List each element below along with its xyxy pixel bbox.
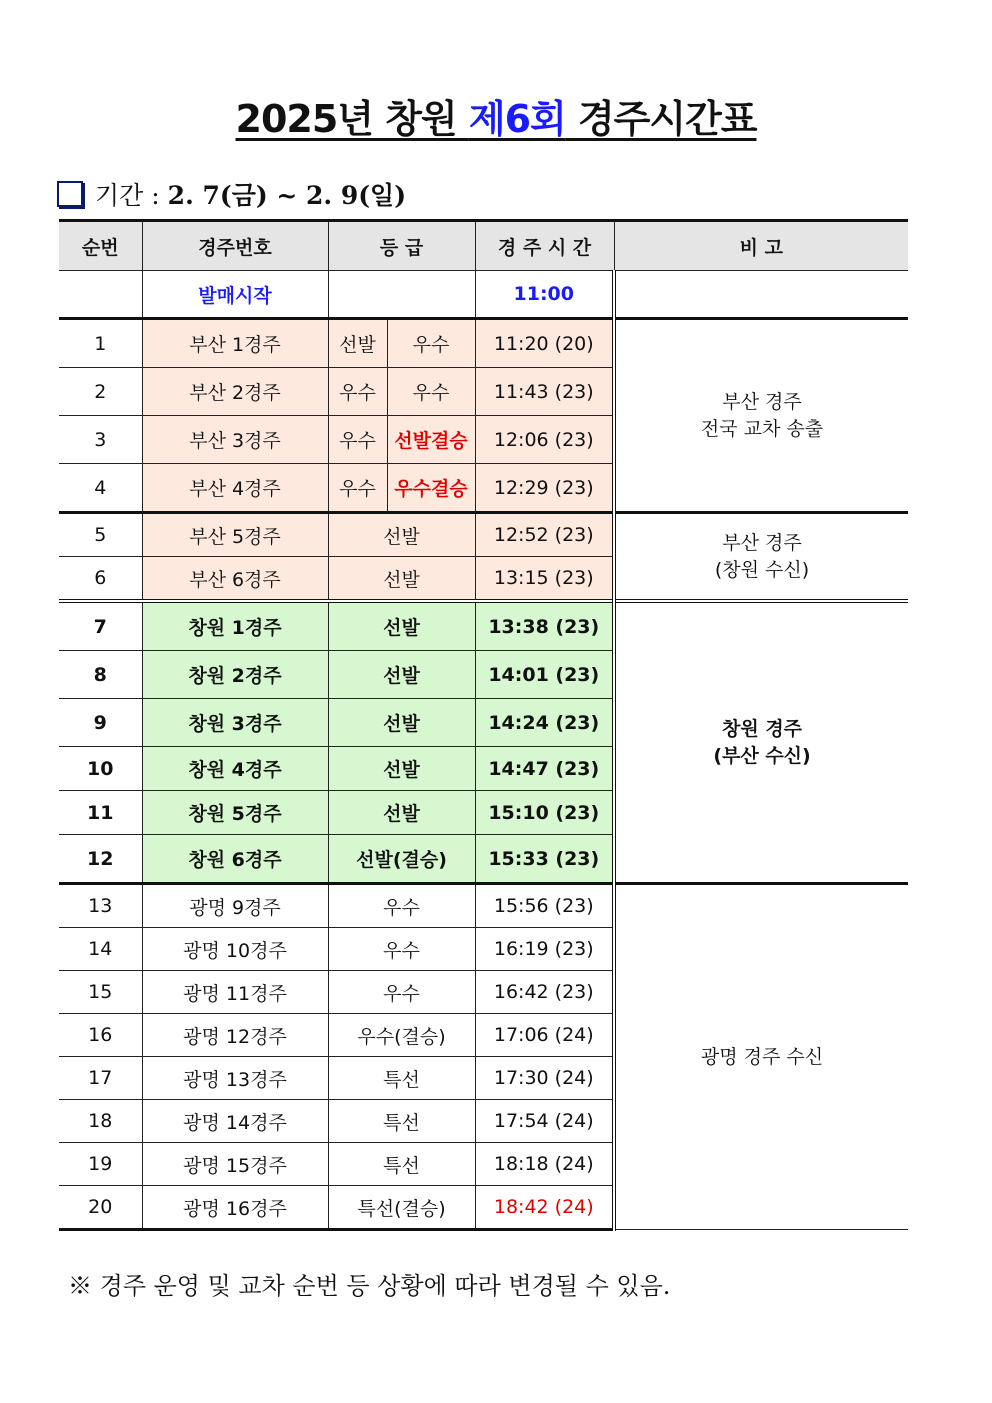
note-busan-receive: 부산 경주 (창원 수신): [614, 513, 908, 602]
sale-label: 발매시작: [142, 271, 328, 319]
table-row: 8 창원 2경주 선발 14:01 (23): [59, 651, 908, 699]
table-row: 15 광명 11경주 우수 16:42 (23): [59, 971, 908, 1014]
sale-start-row: [59, 271, 908, 319]
table-row: 3 부산 3경주 우수 선발결승 12:06 (23): [59, 416, 908, 464]
table-row: 12 창원 6경주 선발(결승) 15:33 (23): [59, 835, 908, 884]
header-note: 비 고: [614, 221, 908, 271]
table-row: 14 광명 10경주 우수 16:19 (23): [59, 928, 908, 971]
table-row: 19 광명 15경주 특선 18:18 (24): [59, 1143, 908, 1186]
period-line: [57, 176, 406, 212]
table-row: 1 부산 1경주 선발 우수 11:20 (20) 부산 경주 전국 교차 송출: [59, 319, 908, 368]
table-row: 7 창원 1경주 선발 13:38 (23) 창원 경주 (부산 수신): [59, 601, 908, 651]
note-changwon: 창원 경주 (부산 수신): [614, 601, 908, 884]
schedule-table: [59, 219, 908, 1231]
table-row: 18 광명 14경주 특선 17:54 (24): [59, 1100, 908, 1143]
sale-time: 11:00: [475, 271, 614, 319]
note-busan-national: 부산 경주 전국 교차 송출: [614, 319, 908, 513]
table-row: 2 부산 2경주 우수 우수 11:43 (23): [59, 368, 908, 416]
period-label: 기간 :: [95, 181, 160, 210]
note-gwangmyeong: 광명 경주 수신: [614, 884, 908, 1230]
table-row: 16 광명 12경주 우수(결승) 17:06 (24): [59, 1014, 908, 1057]
table-row: 4 부산 4경주 우수 우수결승 12:29 (23): [59, 464, 908, 513]
checkbox-icon: [57, 181, 83, 207]
footer-note: ※ 경주 운영 및 교차 순번 등 상황에 따라 변경될 수 있음.: [68, 1272, 671, 1300]
table-row: 11 창원 5경주 선발 15:10 (23): [59, 791, 908, 835]
header-time: 경 주 시 간: [475, 221, 614, 271]
table-row: 13 광명 9경주 우수 15:56 (23) 광명 경주 수신: [59, 884, 908, 928]
table-row: 9 창원 3경주 선발 14:24 (23): [59, 699, 908, 747]
page-title: 2025년 창원 제6회 경주시간표: [235, 97, 757, 141]
table-row: 17 광명 13경주 특선 17:30 (24): [59, 1057, 908, 1100]
table-row: 6 부산 6경주 선발 13:15 (23): [59, 557, 908, 602]
header-num: 순번: [59, 221, 142, 271]
period-value: 2. 7(금) ~ 2. 9(일): [167, 181, 407, 210]
header-race: 경주번호: [142, 221, 328, 271]
header-grade: 등 급: [328, 221, 475, 271]
table-row: 10 창원 4경주 선발 14:47 (23): [59, 747, 908, 791]
table-row: 5 부산 5경주 선발 12:52 (23) 부산 경주 (창원 수신): [59, 513, 908, 557]
table-row: 20 광명 16경주 특선(결승) 18:42 (24): [59, 1186, 908, 1230]
round-highlight: 제6회: [468, 97, 566, 141]
table-header-row: [59, 221, 908, 271]
